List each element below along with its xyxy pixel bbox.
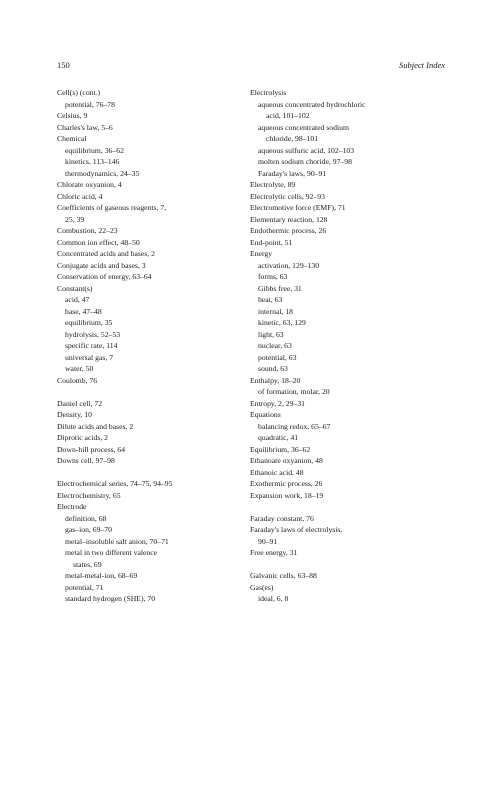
index-subentry: base, 47–48 bbox=[65, 306, 102, 316]
index-subentry: molten sodium choride, 97–98 bbox=[258, 157, 352, 166]
index-subentry: heat, 63 bbox=[258, 295, 283, 304]
index-subentry: water, 50 bbox=[65, 364, 94, 373]
index-entry: Conjugate acids and bases, 3 bbox=[57, 260, 146, 270]
index-column-right bbox=[250, 87, 440, 605]
index-entry: Electrolyte, 89 bbox=[250, 180, 296, 189]
index-entry: Expansion work, 18–19 bbox=[250, 490, 324, 500]
index-subentry: thermodynamics, 24–35 bbox=[65, 168, 140, 178]
index-entry: Electrochemistry, 65 bbox=[57, 490, 121, 500]
index-entry: Down-hill process, 64 bbox=[57, 444, 126, 454]
index-entry: Cell(s) (cont.) bbox=[57, 88, 101, 97]
index-column-left bbox=[57, 87, 247, 605]
index-entry: Conservation of energy, 63–64 bbox=[57, 272, 152, 281]
index-entry: Endothermic process, 26 bbox=[250, 226, 327, 235]
index-subentry: chloride, 98–101 bbox=[266, 134, 319, 143]
index-spacer bbox=[57, 386, 247, 398]
index-subentry: gas–ion, 69–70 bbox=[65, 525, 112, 534]
section-title: Subject Index bbox=[398, 60, 445, 70]
index-entry: Exothermic process, 26 bbox=[250, 479, 323, 488]
index-entry: Chloric acid, 4 bbox=[57, 191, 103, 201]
index-subentry: potential, 71 bbox=[65, 582, 104, 592]
index-subentry: kinetics, 113–146 bbox=[65, 157, 120, 166]
index-subentry: equilibrium, 35 bbox=[65, 318, 113, 327]
index-entry: Density, 10 bbox=[57, 410, 92, 419]
index-subentry: definition, 68 bbox=[65, 513, 107, 523]
index-entry: Energy bbox=[250, 249, 273, 258]
index-subentry: quadratic, 41 bbox=[258, 433, 299, 442]
index-subentry: Gibbs free, 31 bbox=[258, 283, 302, 293]
index-entry: Diprotic acids, 2 bbox=[57, 433, 109, 442]
index-subentry: Faraday's laws, 90–91 bbox=[258, 168, 327, 178]
index-subentry: standard hydrogen (SHE), 70 bbox=[65, 594, 156, 603]
index-subentry: ideal, 6, 8 bbox=[258, 594, 289, 603]
index-entry: Ethanoate oxyanion, 48 bbox=[250, 456, 323, 465]
index-entry: Elementary reaction, 128 bbox=[250, 214, 328, 224]
index-subentry: light, 63 bbox=[258, 329, 284, 339]
index-entry: Common ion effect, 48–50 bbox=[57, 237, 140, 247]
index-entry: Faraday's laws of electrolysis, bbox=[250, 525, 343, 534]
index-subentry: kinetic, 63, 129 bbox=[258, 318, 306, 327]
index-subentry: nuclear, 63 bbox=[258, 341, 292, 350]
index-entry: Electrolytic cells, 92–93 bbox=[250, 191, 325, 201]
index-entry: Chemical bbox=[57, 134, 87, 143]
index-subentry: metal in two different valence bbox=[65, 548, 158, 557]
index-entry: Coefficients of gaseous reagents, 7, bbox=[57, 203, 167, 212]
index-entry: Galvanic cells, 63–88 bbox=[250, 571, 317, 580]
index-entry: Dilute acids and bases, 2 bbox=[57, 421, 134, 431]
index-entry: Electrolysis bbox=[250, 88, 287, 97]
index-subentry: aqueous sulfuric acid, 102–103 bbox=[258, 145, 355, 155]
index-spacer bbox=[57, 467, 247, 479]
index-entry: Daniel cell, 72 bbox=[57, 398, 103, 408]
index-entry: Coulomb, 76 bbox=[57, 375, 98, 385]
index-entry: End-point, 51 bbox=[250, 237, 293, 247]
index-entry: Electrode bbox=[57, 502, 87, 511]
running-head bbox=[57, 58, 445, 72]
index-entry: Entropy, 2, 29–31 bbox=[250, 398, 306, 408]
index-entry: Celsius, 9 bbox=[57, 111, 88, 120]
index-entry: Free energy, 31 bbox=[250, 548, 298, 557]
index-entry: Chlorate oxyanion, 4 bbox=[57, 180, 122, 189]
index-entry: Concentrated acids and bases, 2 bbox=[57, 249, 155, 258]
index-subentry: of formation, molar, 20 bbox=[258, 387, 330, 396]
index-subentry: 90–91 bbox=[258, 536, 278, 546]
index-spacer bbox=[250, 559, 440, 571]
index-subentry: metal–insoluble salt anion, 70–71 bbox=[65, 536, 169, 546]
index-subentry: metal-metal-ion, 68–69 bbox=[65, 571, 138, 580]
index-subentry: aqueous concentrated sodium bbox=[258, 122, 349, 132]
index-spacer bbox=[250, 501, 440, 513]
index-entry: Electromotive force (EMF), 71 bbox=[250, 203, 346, 212]
index-subentry: potential, 63 bbox=[258, 352, 297, 362]
index-subentry: aqueous concentrated hydrochloric bbox=[258, 99, 366, 109]
index-subentry: hydrolysis, 52–53 bbox=[65, 329, 121, 339]
index-subentry: activation, 129–130 bbox=[258, 260, 320, 270]
index-entry: Gas(es) bbox=[250, 582, 274, 592]
index-entry: Enthalpy, 18–20 bbox=[250, 375, 301, 385]
index-subentry: 25, 39 bbox=[65, 214, 85, 224]
index-entry: Electrochemical series, 74–75, 94–95 bbox=[57, 479, 173, 488]
index-subentry: acid, 47 bbox=[65, 295, 90, 304]
index-subentry: equilibrium, 36–62 bbox=[65, 145, 124, 155]
index-subentry: states, 69 bbox=[73, 559, 102, 569]
index-subentry: sound, 63 bbox=[258, 364, 288, 373]
index-subentry: balancing redox, 65–67 bbox=[258, 421, 331, 431]
page-number: 150 bbox=[57, 60, 70, 70]
index-subentry: acid, 101–102 bbox=[266, 111, 310, 120]
index-entry: Faraday constant, 76 bbox=[250, 513, 314, 523]
index-entry: Equilibrium, 36–62 bbox=[250, 444, 311, 454]
index-entry: Constant(s) bbox=[57, 283, 93, 293]
index-subentry: universal gas, 7 bbox=[65, 352, 114, 362]
index-entry: Charles's law, 5–6 bbox=[57, 122, 113, 132]
index-subentry: potential, 76–78 bbox=[65, 99, 115, 109]
index-entry: Downs cell, 97–98 bbox=[57, 456, 115, 465]
index-entry: Equations bbox=[250, 410, 281, 419]
index-entry: Ethanoic acid, 48 bbox=[250, 467, 304, 477]
index-entry: Combustion, 22–23 bbox=[57, 226, 118, 235]
index-subentry: forms, 63 bbox=[258, 272, 288, 281]
index-subentry: internal, 18 bbox=[258, 306, 294, 316]
index-subentry: specific rate, 114 bbox=[65, 341, 118, 350]
